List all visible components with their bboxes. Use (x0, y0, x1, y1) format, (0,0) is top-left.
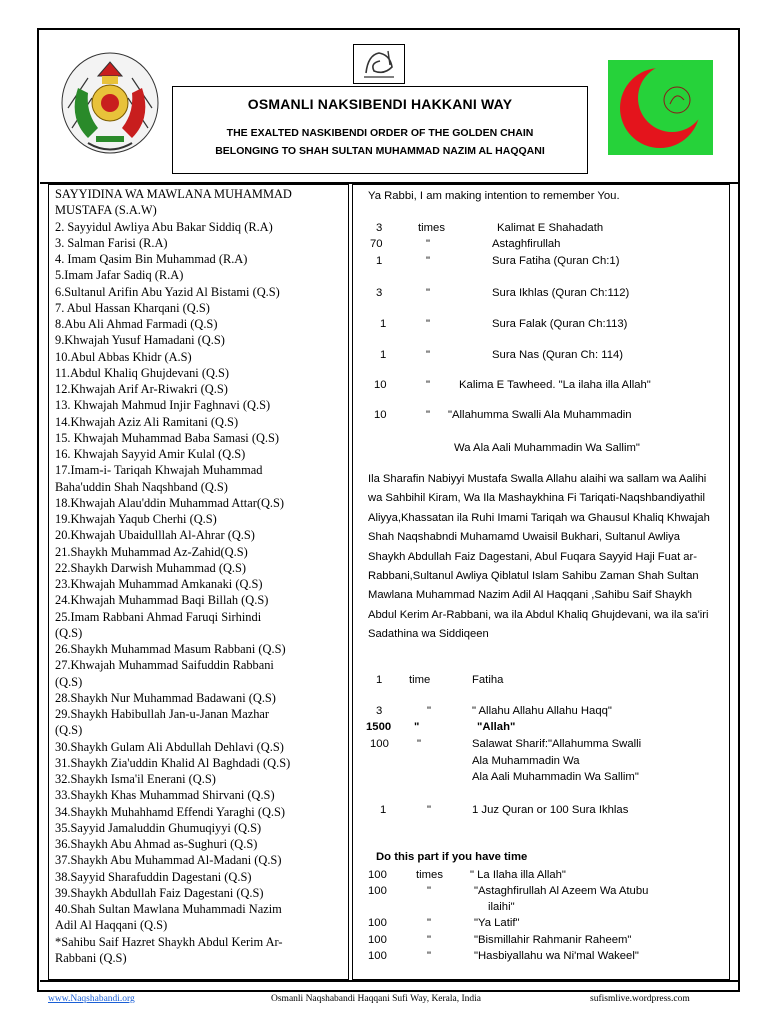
salawat-continuation: Wa Ala Aali Muhammadin Wa Sallim" (454, 442, 640, 454)
list-item: 7. Abul Hassan Kharqani (Q.S) (55, 300, 210, 315)
list-item: *Sahibu Saif Hazret Shaykh Abdul Kerim Ar- (55, 934, 283, 949)
list-item: 4. Imam Qasim Bin Muhammad (R.A) (55, 252, 248, 266)
list-item: 31.Shaykh Zia'uddin Khalid Al Baghdadi (Q.S) (55, 755, 291, 770)
list-item: 39.Shaykh Abdullah Faiz Dagestani (Q.S) (55, 885, 264, 900)
ottoman-coat-of-arms-logo (58, 48, 162, 158)
footer (0, 994, 768, 1014)
list-item: 29.Shaykh Habibullah Jan-u-Janan Mazhar (55, 707, 270, 721)
list-item: 16. Khwajah Sayyid Amir Kulal (Q.S) (55, 447, 246, 461)
list-item: 23.Khwajah Muhammad Amkanaki (Q.S) (55, 577, 263, 591)
footer-blog: sufismlive.wordpress.com (590, 994, 690, 1004)
list-item: (Q.S) (55, 723, 83, 738)
list-item: 36.Shaykh Abu Ahmad as-Sughuri (Q.S) (55, 837, 258, 851)
list-item: 37.Shaykh Abu Muhammad Al-Madani (Q.S) (55, 853, 282, 868)
list-item: 32.Shaykh Isma'il Enerani (Q.S) (55, 772, 216, 786)
list-item: 28.Shaykh Nur Muhammad Badawani (Q.S) (55, 690, 276, 705)
list-item: 5.Imam Jafar Sadiq (R.A) (55, 268, 184, 283)
list-item: (Q.S) (55, 625, 83, 640)
list-item: 20.Khwajah Ubaidulllah Al-Ahrar (Q.S) (55, 528, 255, 543)
list-item: 6.Sultanul Arifin Abu Yazid Al Bistami (Q.S) (55, 284, 280, 299)
list-item: 33.Shaykh Khas Muhammad Shirvani (Q.S) (55, 788, 275, 803)
list-item: 30.Shaykh Gulam Ali Abdullah Dehlavi (Q.S) (55, 739, 284, 754)
golden-chain-list (55, 186, 347, 966)
list-item: 2. Sayyidul Awliya Abu Bakar Siddiq (R.A) (55, 219, 273, 234)
list-item: Baha'uddin Shah Naqshband (Q.S) (55, 479, 228, 494)
list-item: 25.Imam Rabbani Ahmad Faruqi Sirhindi (55, 609, 262, 624)
list-item: 26.Shaykh Muhammad Masum Rabbani (Q.S) (55, 642, 286, 656)
list-item: 9.Khwajah Yusuf Hamadani (Q.S) (55, 333, 225, 348)
list-item: 13. Khwajah Mahmud Injir Faghnavi (Q.S) (55, 398, 271, 413)
list-item: SAYYIDINA WA MAWLANA MUHAMMAD (55, 187, 292, 201)
list-item: 27.Khwajah Muhammad Saifuddin Rabbani (55, 658, 274, 673)
list-item: Adil Al Haqqani (Q.S) (55, 918, 168, 933)
subtitle-line-1: THE EXALTED NASKIBENDI ORDER OF THE GOLDEN CHAIN (226, 127, 534, 139)
website-link[interactable]: www.Naqshabandi.org (48, 994, 135, 1004)
list-item: 34.Shaykh Muhahhamd Effendi Yaraghi (Q.S) (55, 804, 286, 819)
list-item: 8.Abu Ali Ahmad Farmadi (Q.S) (55, 317, 218, 331)
list-item: 15. Khwajah Muhammad Baba Samasi (Q.S) (55, 430, 280, 445)
list-item: 17.Imam-i- Tariqah Khwajah Muhammad (55, 463, 263, 478)
list-item: 40.Shah Sultan Mawlana Muhammadi Nazim (55, 902, 282, 916)
dedication-paragraph: Ila Sharafin Nabiyyi Mustafa Swalla Allahu alaihi wa sallam wa Aalihi wa Sahbihil Kiram, Wa Ila Mashaykhina Fi Tariqati-Naqshbandiyathil Aliyya,Khassatan ila Ruhi Imami Tariqah wa Ghausul Khaliq Khwajah Shah Naqshabndi Muhamamd Uwaisil Bukhari, Sultanul Awliya Shaykh Abdullah Faiz Dagestani, Abul Fuqara Sayyid Haji Fuat ar-Rabbani,Sultanul Awliya Qiblatul Islam Sahibu Zaman Shah Sultan Mawlana Muhammad Nazim Adil Al Haqqani ,Sahibu Saif Shaykh Abdul Kerim Ar-Rabbani, wa ila Abdul Khaliq Ghujdevani, wa ila sa'iri Sadathina wa Siddiqeen (368, 473, 710, 641)
list-item: (Q.S) (55, 674, 83, 689)
footer-org: Osmanli Naqshabandi Haqqani Sufi Way, Kerala, India (271, 994, 482, 1004)
list-item: 35.Sayyid Jamaluddin Ghumuqiyyi (Q.S) (55, 820, 262, 835)
list-item: 12.Khwajah Arif Ar-Riwakri (Q.S) (55, 382, 228, 396)
list-item: 18.Khwajah Alau'ddin Muhammad Attar(Q.S) (55, 495, 285, 510)
list-item: 11.Abdul Khaliq Ghujdevani (Q.S) (55, 365, 230, 380)
list-item: 10.Abul Abbas Khidr (A.S) (55, 349, 192, 364)
list-item: 14.Khwajah Aziz Ali Ramitani (Q.S) (55, 414, 239, 429)
list-item: 21.Shaykh Muhammad Az-Zahid(Q.S) (55, 544, 248, 559)
list-item: 3. Salman Farisi (R.A) (55, 235, 168, 250)
page-title: OSMANLI NAKSIBENDI HAKKANI WAY (247, 96, 513, 112)
dhikr-column: Ya Rabbi, I am making intention to remember You. 3 times Kalimat E Shahadath 70 " Astaghfirullah 1 " Sura Fatiha (Quran Ch:1) 3 " Sura Ikhlas (Quran Ch:112) 1 " Sura Falak (Quran Ch:113) 1 " Sura Nas (Quran Ch: 114) 10 " Kalima E Tawheed. "La ilaha illa Allah" 10 " "Allahumma Swalli Ala Muhammadin Wa Ala Aali Muhammadin Wa Sallim" Ila Sharafin Nabiyyi Mustafa Swalla Allahu alaihi wa sallam wa Aalihi wa Sahbihil Kiram, Wa Ila Mashaykhina Fi Tariqati-Naqshbandiyathil Aliyya,Khassatan ila Ruhi Imami Tariqah wa Ghausul Khaliq Khwajah Shah Naqshabndi Muhamamd Uwaisil Bukhari, Sultanul Awliya Shaykh Abdullah Faiz Dagestani, Abul Fuqara Sayyid Haji Fuat ar-Rabbani,Sultanul Awliya Qiblatul Islam Sahibu Zaman Shah Sultan Mawlana Muhammad Nazim Adil Al Haqqani ,Sahibu Saif Shaykh Abdul Kerim Ar-Rabbani, wa ila Abdul Khaliq Ghujdevani, wa ila sa'iri Sadathina wa Siddiqeen 1 time Fatiha 3 " " Allahu Allahu Allahu Haqq" 1500 " "Allah" 100 " Salawat Sharif:"Allahumma Swalli Ala Muhammadin Wa Ala Aali Muhammadin Wa Sallim" 1 " 1 Juz Quran or 100 Sura Ikhlas Do this part if you have time 100 times " La Ilaha illa Allah" 100 " "Astaghfirullah Al Azeem Wa Atubu ilaihi" 100 " "Ya Latif" 100 " "Bismillahir Rahmanir Raheem" 100 " "Hasbiyallahu wa Ni'mal Wakeel" (352, 0, 730, 1024)
list-item: 38.Sayyid Sharafuddin Dagestani (Q.S) (55, 869, 252, 884)
list-item: 22.Shaykh Darwish Muhammad (Q.S) (55, 560, 247, 575)
list-item: MUSTAFA (S.A.W) (55, 203, 157, 218)
list-item: Rabbani (Q.S) (55, 950, 127, 965)
subtitle-line-2: BELONGING TO SHAH SULTAN MUHAMMAD NAZIM AL HAQQANI (215, 145, 545, 157)
list-item: 19.Khwajah Yaqub Cherhi (Q.S) (55, 512, 217, 526)
optional-heading: Do this part if you have time (376, 851, 528, 863)
list-item: 24.Khwajah Muhammad Baqi Billah (Q.S) (55, 593, 269, 608)
intention-text: Ya Rabbi, I am making intention to remember You. (368, 190, 620, 202)
